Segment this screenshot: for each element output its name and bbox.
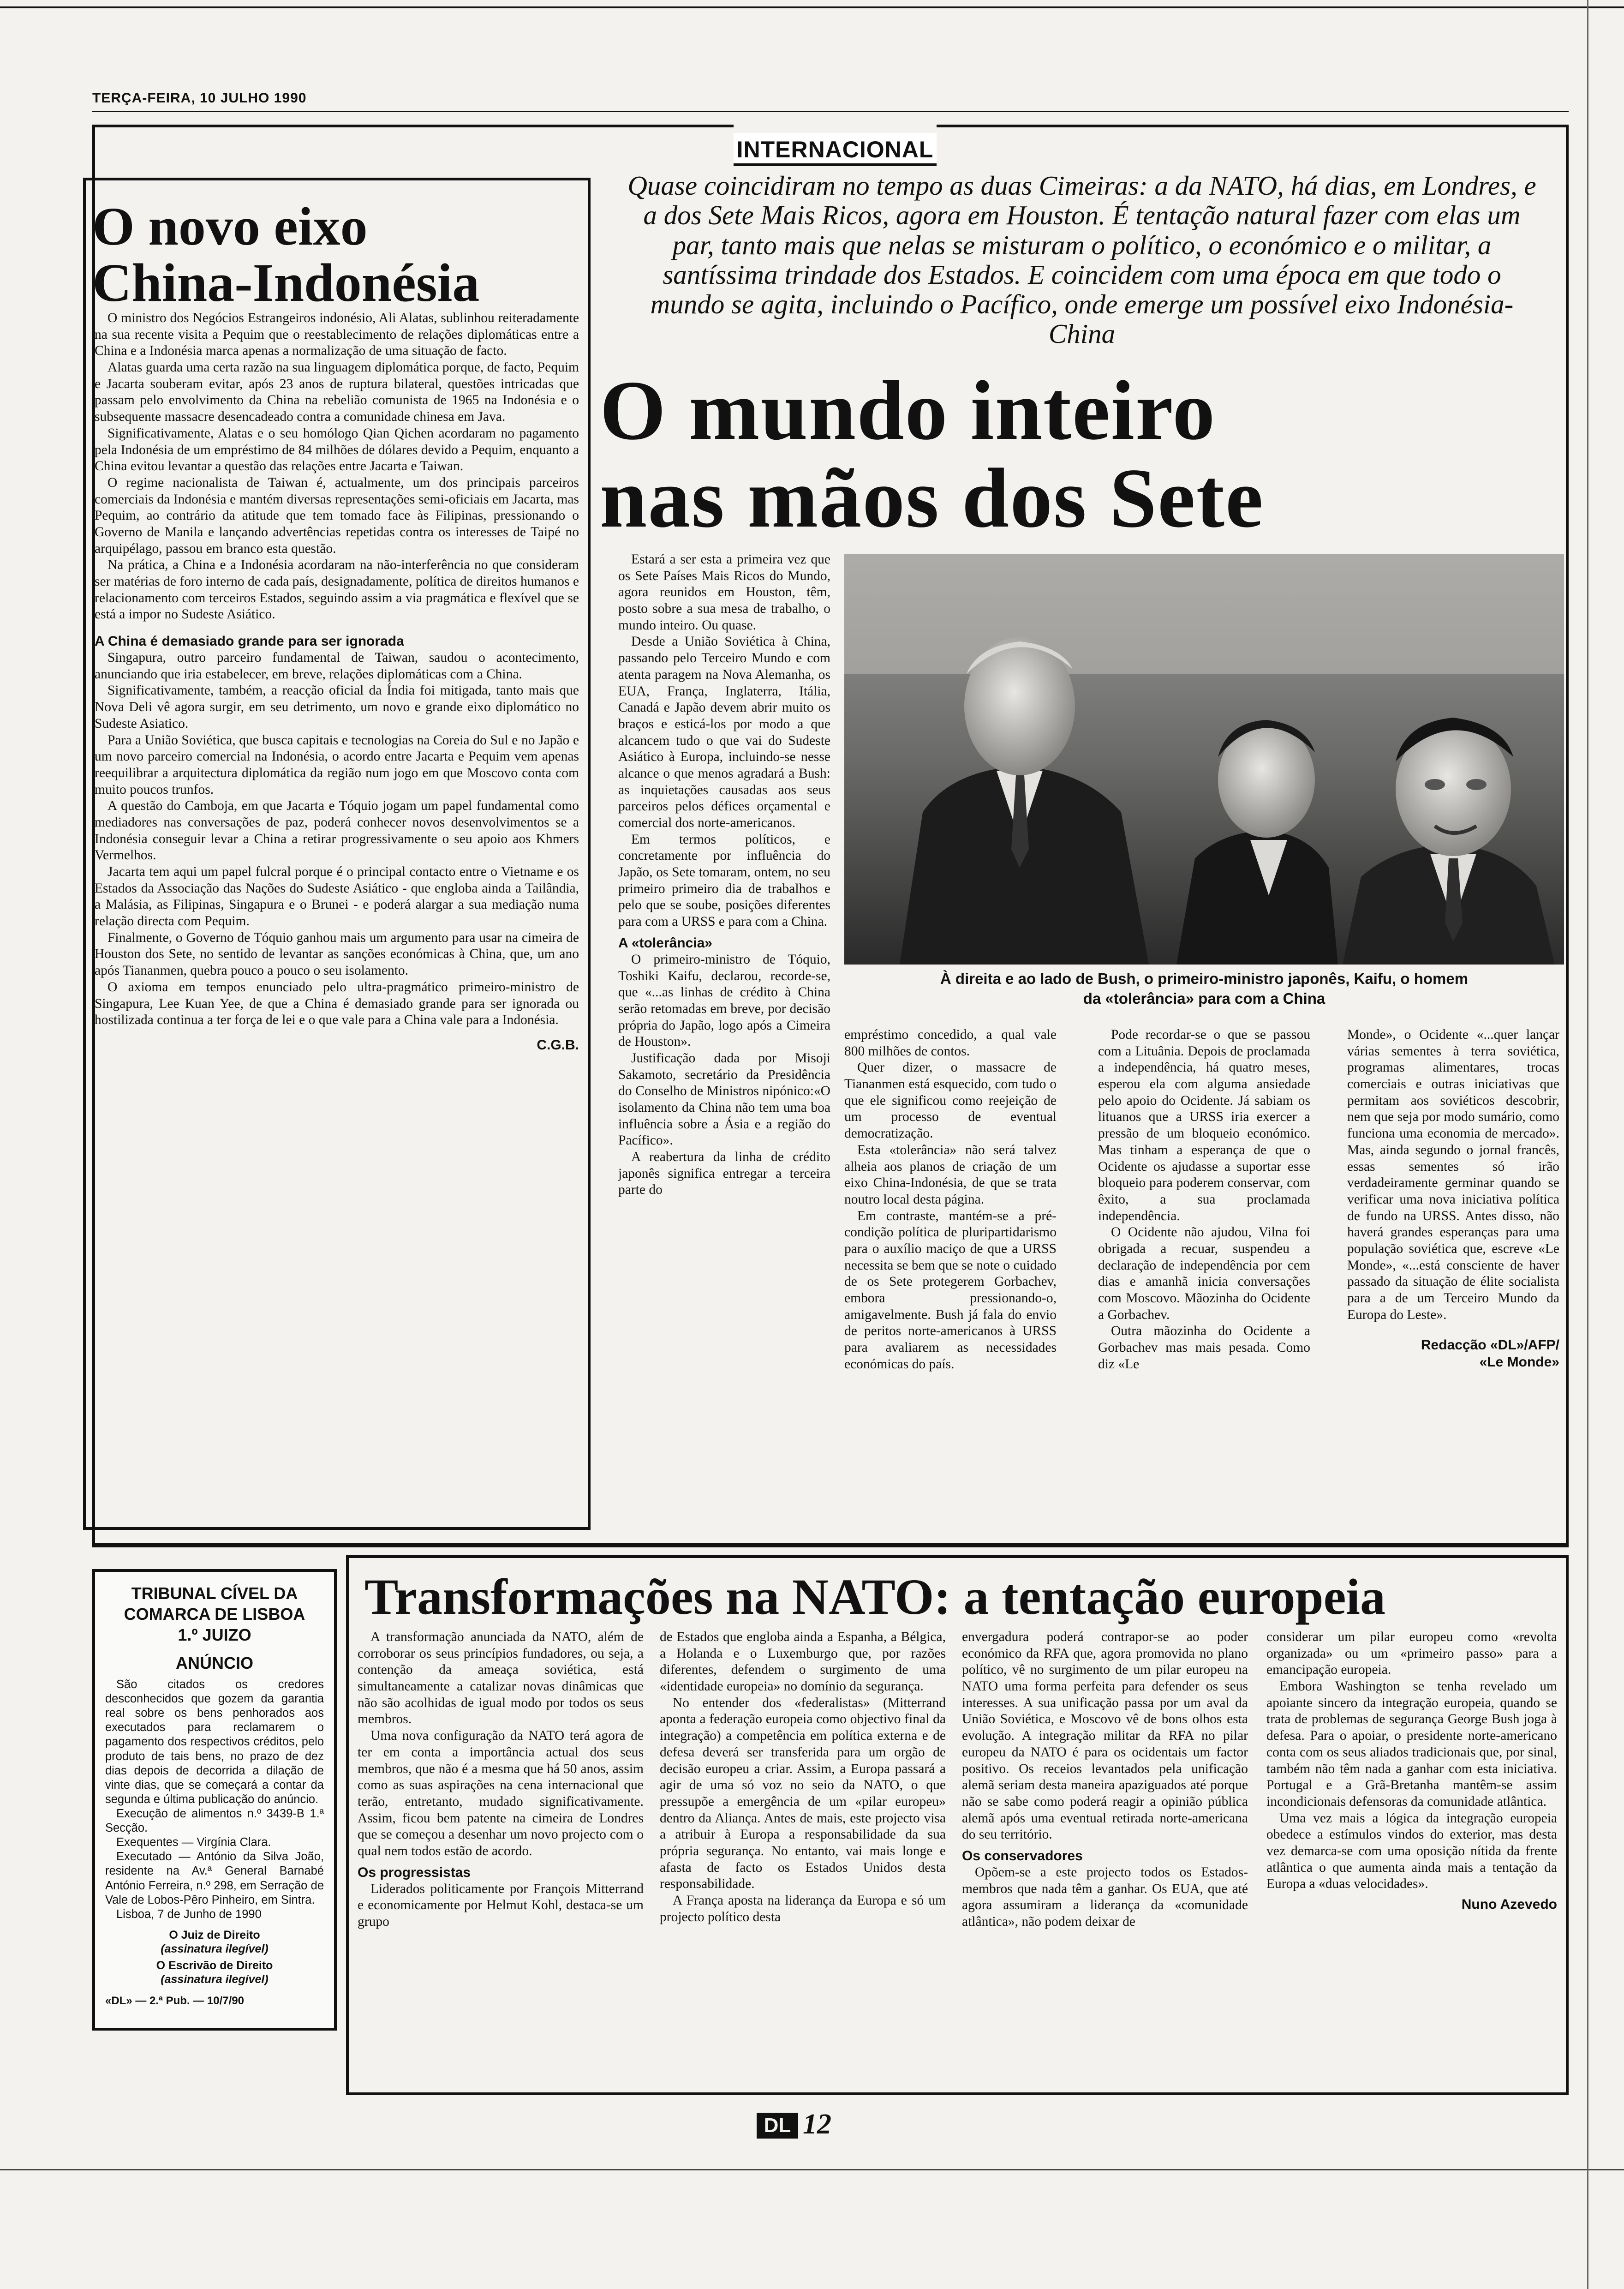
main-signature-line1: Redacção «DL»/AFP/ (1421, 1337, 1559, 1353)
left-paragraph: Alatas guarda uma certa razão na sua linguagem diplomática porque, de facto, Pequim e Jacarta souberam evitar, após 23 anos de ruptura bilateral, questões intricadas que passam pelo envolvimento da China na rebelião comunista de 1965 na Indonésia e o subsequente massacre desencadeado contra a comunidade chinesa em Java. (95, 360, 579, 425)
nato-paragraph: de Estados que engloba ainda a Espanha, a Bélgica, a Holanda e o Luxemburgo que, por razões diferentes, defendem o surgimento de uma «identidade europeia» no domínio da segurança. (660, 1630, 946, 1694)
nato-paragraph: considerar um pilar europeu como «revolta organizada» ou um «primeiro passo» para a emancipação europeia. (1266, 1630, 1557, 1678)
left-signature: C.G.B. (537, 1037, 579, 1053)
nato-subhead: Os progressistas (358, 1864, 471, 1880)
top-edge-rule (0, 6, 1624, 8)
nato-paragraph: Embora Washington se tenha revelado um apoiante sincero da integração europeia, quando se trata de problemas de segurança George Bush joga à defesa. Para o apoiar, o presidente norte-americano conta com os seus aliados tradicionais que, por sinal, também não têm nada a ganhar com esta iniciativa. Portugal e a Grã-Bretanha mantêm-se assim incondicionais defensoras da comunidade atlântica. (1266, 1679, 1557, 1809)
tribunal-paragraph: São citados os credores desconhecidos que gozem da garantia real sobre os bens penhorados aos executados para reclamarem o pagamento dos respectivos créditos, pelo produto de tais bens, no prazo de dez dias depois de decorrida a dilação de vinte dias, que se começará a contar da segunda e última publicação do anúncio. (105, 1678, 324, 1806)
tribunal-announcement (92, 1569, 337, 2031)
main-paragraph: Quer dizer, o massacre de Tiananmen está esquecido, com tudo o que ele significou como reejeição de um processo de eventual democratização. (844, 1060, 1057, 1141)
main-paragraph: Justificação dada por Misoji Sakamoto, secretário da Presidência do Conselho de Ministros nipónico:«O isolamento da China não tem uma boa influência sobre a Ásia e a região do Pacífico». (618, 1050, 830, 1148)
tribunal-signature-judge (105, 1928, 324, 1956)
nato-col1 (358, 1629, 644, 1930)
main-col2 (844, 1027, 1057, 1372)
nato-paragraph: Opõem-se a este projecto todos os Estados-membros que nada têm a ganhar. Os EUA, que até agora assumiram a liderança da «comunidade atlântica», não podem deixar de (962, 1864, 1248, 1929)
tribunal-header-line3: 1.º JUIZO (178, 1625, 251, 1644)
nato-subhead: Os conservadores (962, 1848, 1083, 1864)
frame-top-left (92, 125, 734, 127)
main-paragraph: A reabertura da linha de crédito japonês significa entregar a terceira parte do (618, 1150, 830, 1198)
tribunal-paragraph: Exequentes — Virgínia Clara. (116, 1836, 271, 1849)
page-number: 12 (803, 2109, 831, 2140)
photo-illustration (844, 554, 1564, 965)
left-paragraph: Significativamente, também, a reacção oficial da Índia foi mitigada, tanto mais que Nova Deli vê agora surgir, em seu detrimento, um novo e grande eixo diplomático no Sudeste Asiatico. (95, 683, 579, 731)
left-title-line2: China-Indonésia (92, 252, 480, 313)
left-paragraph: O axioma em tempos enunciado pelo ultra-pragmático primeiro-ministro de Singapura, Lee Kuan Yee, de que a China é demasiado grande para ser ignorada ou hostilizada continua a ter força de lei e o que vale para a China vale para a Indonésia. (95, 979, 579, 1028)
nato-paragraph: Uma nova configuração da NATO terá agora de ter em conta a importância actual dos seus membros, que não é a mesma que há 50 anos, assim como as suas aspirações na cena internacional que terão, entretanto, mudado significativamente. Assim, ficou bem patente na cimeira de Londres que se começou a desenhar um novo projecto com o qual nem todos estão de acordo. (358, 1728, 644, 1858)
main-paragraph: Pode recordar-se o que se passou com a Lituânia. Depois de proclamada a independência, há quatro meses, esperou ela com alguma ansiedade pelo apoio do Ocidente. Já sabiam os lituanos que a URSS iria exercer a pressão de um bloqueio económico. Mas tinham a esperança de que o Ocidente os ajudasse a suportar esse bloqueio para poderem conservar, com êxito, a sua proclamada independência. (1098, 1027, 1310, 1223)
photo-caption-line2: da «tolerância» para com a China (1083, 989, 1325, 1007)
main-title-line1: O mundo inteiro (600, 363, 1216, 457)
left-title-line1: O novo eixo (92, 196, 368, 257)
tribunal-sign1b: (assinatura ilegível) (161, 1942, 269, 1955)
main-col1 (618, 551, 830, 1198)
main-paragraph: Em contraste, mantém-se a pré-condição política de pluripartidarismo para o auxílio maciço de que a URSS necessita se bem que se note o cuidado de os Sete protegerem Gorbachev, embora pressionando-o, amigavelmente. Bush já fala do envio de peritos norte-americanos à URSS para avaliarem as necessidades económicas do país. (844, 1208, 1057, 1372)
tribunal-sign1: O Juiz de Direito (169, 1928, 260, 1941)
press-photo (844, 554, 1564, 965)
tribunal-paragraph: Execução de alimentos n.º 3439-B 1.ª Secção. (105, 1807, 324, 1835)
right-edge-rule (1587, 0, 1588, 2289)
tribunal-paragraph: Executado — António da Silva João, residente na Av.ª General Barnabé António Ferreira, n.º 298, em Serração de Vale de Lobos-Pêro Pinheiro, em Sintra. (105, 1850, 324, 1906)
tribunal-sign2: O Escrivão de Direito (156, 1959, 273, 1972)
left-paragraph: O regime nacionalista de Taiwan é, actualmente, um dos principais parceiros comerciais da Indonésia e mantém diversas representações semi-oficiais em Jacarta, mas Pequim, ao contrário da atitude que tem tomado face às Filipinas, pressionando o Governo de Manila e lançando advertências repetidas contra os interesses de Taipé no arquipélago, passou em branco esta questão. (95, 475, 579, 556)
main-paragraph: Em termos políticos, e concretamente por influência do Japão, os Sete tomaram, ontem, no seu primeiro primeiro dia de trabalhos e pelo que se soube, posições diferentes para com a URSS e para com a China. (618, 832, 830, 929)
nato-paragraph: Uma vez mais a lógica da integração europeia obedece a estímulos vindos do exterior, mas desta vez demarca-se com uma oposição nítida da frente atlântica o que aumenta ainda mais a tentação da Europa a «duas velocidades». (1266, 1810, 1557, 1892)
main-paragraph: Esta «tolerância» não será talvez alheia aos planos de criação de um eixo China-Indonésia, de que se trata noutro local desta página. (844, 1142, 1057, 1207)
left-paragraph: Singapura, outro parceiro fundamental de Taiwan, saudou o acontecimento, anunciando que iria estabelecer, em breve, relações diplomáticas com a China. (95, 650, 579, 682)
tribunal-paragraph: Lisboa, 7 de Junho de 1990 (116, 1907, 262, 1921)
photo-caption-line1: À direita e ao lado de Bush, o primeiro-ministro japonês, Kaifu, o homem (940, 970, 1469, 987)
tribunal-signature-clerk (105, 1959, 324, 1986)
main-title-line2: nas mãos dos Sete (600, 450, 1264, 545)
date-rule (92, 111, 1569, 112)
main-signature-line2: «Le Monde» (1479, 1354, 1559, 1370)
nato-col4 (1266, 1629, 1557, 1913)
section-separator (92, 1544, 1569, 1547)
left-paragraph: Finalmente, o Governo de Tóquio ganhou mais um argumento para usar na cimeira de Houston dos Sete, no sentido de levantar as sanções económicas à China, que, um ano após Tiananmen, quebra pouco a pouco o seu isolamento. (95, 930, 579, 978)
left-paragraph: O ministro dos Negócios Estrangeiros indonésio, Ali Alatas, sublinhou reiteradamente na sua recente visita a Pequim que o reestablecimento de relações diplomáticas entre a China e a Indonésia marca apenas a normalização de uma situação de facto. (95, 311, 579, 359)
frame-top-right (937, 125, 1569, 127)
left-paragraph: Para a União Soviética, que busca capitais e tecnologias na Coreia do Sul e no Japão e um novo parceiro comercial na Indonésia, o acordo entre Jacarta e Pequim vem apenas reequilibrar a arquitectura diplomática da região num jogo em que Moscovo conta com muito poucos trunfos. (95, 732, 579, 797)
main-paragraph: Estará a ser esta a primeira vez que os Sete Países Mais Ricos do Mundo, agora reunidos em Houston, têm, posto sobre a sua mesa de trabalho, o mundo inteiro. Ou quase. (618, 552, 830, 633)
tribunal-body (105, 1678, 324, 1922)
left-paragraph: A questão do Camboja, em que Jacarta e Tóquio jogam um papel fundamental como mediadores nas conversações de paz, poderá conhecer novos desenvolvimentos se a Indonésia conseguir levar a China a retirar progressivamente o seu apoio aos Khmers Vermelhos. (95, 798, 579, 863)
nato-signature: Nuno Azevedo (1461, 1897, 1557, 1912)
main-paragraph: Desde a União Soviética à China, passando pelo Terceiro Mundo e com atenta paragem na Nova Alemanha, os EUA, França, Inglaterra, Itália, Canadá e Japão devem abrir muito os braços e esticá-los por modo a que alcancem tudo o que vai do Sudeste Asiático à Europa, incluindo-se nesse alcance o que menos agradará a Bush: as inquietações causadas aos seus parceiros pelos défices orçamental e comercial dos norte-americanos. (618, 634, 830, 830)
nato-paragraph: A transformação anunciada da NATO, além de corroborar os seus princípios fundadores, ou seja, a contenção da ameaça soviética, está simultaneamente a catalizar novas dinâmicas que não são acolhidas de igual modo por todos os seus membros. (358, 1630, 644, 1727)
nato-col3 (962, 1629, 1248, 1930)
main-paragraph: empréstimo concedido, a qual vale 800 milhões de contos. (844, 1027, 1057, 1059)
tribunal-footer: «DL» — 2.ª Pub. — 10/7/90 (105, 1994, 244, 2007)
main-paragraph: Monde», o Ocidente «...quer lançar várias sementes à terra soviética, programas alimentares, trocas comerciais e outras iniciativas que permitam aos soviéticos descobrir, nem que seja por modo sumário, como funciona uma economia de mercado». Mas, ainda segundo o jornal francês, essas sementes só irão verdadeiramente germinar quando se verificar uma nova iniciativa política de fundo na URSS. Antes disso, não haverá grandes esperanças para uma população soviética que, escreve «Le Monde», «...está consciente de haver passado da situação de élite socialista para a de um Terceiro Mundo da Europa do Leste». (1347, 1027, 1559, 1322)
tribunal-sign2b: (assinatura ilegível) (161, 1972, 269, 1986)
bottom-edge-rule (0, 2169, 1624, 2170)
main-article-title (600, 363, 1546, 545)
nato-article-title: Transformações na NATO: a tentação europeia (364, 1569, 1385, 1625)
left-subhead: A China é demasiado grande para ser ignorada (95, 634, 404, 649)
nato-paragraph: No entender dos «federalistas» (Mitterrand aponta a federação europeia como objectivo final da integração) a competência em política externa e de defesa deverá ser transferida para um orgão de decisão europeu a criar. Assim, a Europa passará a agir de uma só voz no seio da NATO, o que pressupõe a emergência de um «pilar europeu» dentro da Aliança. Antes de mais, este projecto visa a atribuir à Europa a responsabilidade da sua própria segurança. No entanto, vai mais longe e afasta de facto os Estados Unidos desta responsabilidade. (660, 1695, 946, 1892)
nato-paragraph: A França aposta na liderança da Europa e só um projecto político desta (660, 1893, 946, 1924)
nato-col2 (660, 1629, 946, 1925)
left-paragraph: Jacarta tem aqui um papel fulcral porque é o principal contacto entre o Vietname e os Estados da Associação das Nações do Sudeste Asiático - que engloba ainda a Tailândia, a Malásia, as Filipinas, Singapura e o Brunei - e poderá alargar a sua mediação numa relação directa com Pequim. (95, 864, 579, 929)
left-paragraph: Na prática, a China e a Indonésia acordaram na não-interferência no que consideram ser matérias de foro interno de cada país, designadamente, política de direitos humanos e relacionamento com terceiros Estados, seguindo assim a via pragmática e flexível que se está a impor no Sudeste Asiático. (95, 557, 579, 622)
issue-date: TERÇA-FEIRA, 10 JULHO 1990 (92, 90, 307, 106)
main-paragraph: Outra mãozinha do Ocidente a Gorbachev mas mais pesada. Como diz «Le (1098, 1324, 1310, 1372)
main-article-deck: Quase coincidiram no tempo as duas Cimeiras: a da NATO, há dias, em Londres, e a dos Sete Mais Ricos, agora em Houston. É tentação natural fazer com elas um par, tanto mais que nelas se misturam o político, o económico e o militar, a santíssima trindade dos Estados. E coincidem com uma época em que todo o mundo se agita, incluindo o Pacífico, onde emerge um possível eixo Indonésia-China (627, 170, 1536, 349)
section-label: INTERNACIONAL (734, 133, 937, 166)
main-signature (1347, 1337, 1559, 1371)
tribunal-title: ANÚNCIO (176, 1654, 253, 1672)
main-paragraph: O primeiro-ministro de Tóquio, Toshiki Kaifu, declarou, recorde-se, que «...as linhas de crédito à China serão retomadas em breve, por decisão própria do Japão, logo após a Cimeira de Houston». (618, 952, 830, 1049)
main-subhead: A «tolerância» (618, 935, 712, 951)
main-col3 (1098, 1027, 1310, 1372)
tribunal-header-line2: COMARCA DE LISBOA (124, 1605, 305, 1624)
nato-paragraph: Liderados politicamente por François Mitterrand e economicamente por Helmut Kohl, destaca-se um grupo (358, 1881, 644, 1929)
left-article-body (95, 310, 579, 1054)
photo-caption (844, 969, 1564, 1009)
dl-logo: DL (757, 2113, 798, 2139)
main-col4 (1347, 1027, 1559, 1371)
tribunal-header-line1: TRIBUNAL CÍVEL DA (131, 1584, 298, 1603)
tribunal-header (105, 1583, 324, 1645)
left-paragraph: Significativamente, Alatas e o seu homólogo Qian Qichen acordaram no pagamento pela Indonésia de um empréstimo de 84 milhões de dólares devido a Pequim, enquanto a China evitou levantar a questão das relações entre Jacarta e Taiwan. (95, 425, 579, 474)
left-article-title (92, 198, 572, 311)
main-paragraph: O Ocidente não ajudou, Vilna foi obrigada a recuar, suspendeu a declaração de independência por cem dias e amanhã inicia conversações com Moscovo. Mãozinha do Ocidente a Gorbachev. (1098, 1225, 1310, 1322)
nato-paragraph: envergadura poderá contrapor-se ao poder económico da RFA que, agora promovida no plano político, vê no surgimento de um pilar europeu na NATO uma forma perfeita para defender os seus interesses. A sua unificação passa por um aval da União Soviética, e Moscovo vê de bons olhos esta evolução. A integração militar da RFA no pilar europeu da NATO é para os ocidentais um factor positivo. Os receios levantados pela unificação alemã seriam desta maneira apaziguados até porque não se sabe como poderá reagir a opinião pública alemã após uma eventual retirada norte-americana do seu território. (962, 1630, 1248, 1842)
